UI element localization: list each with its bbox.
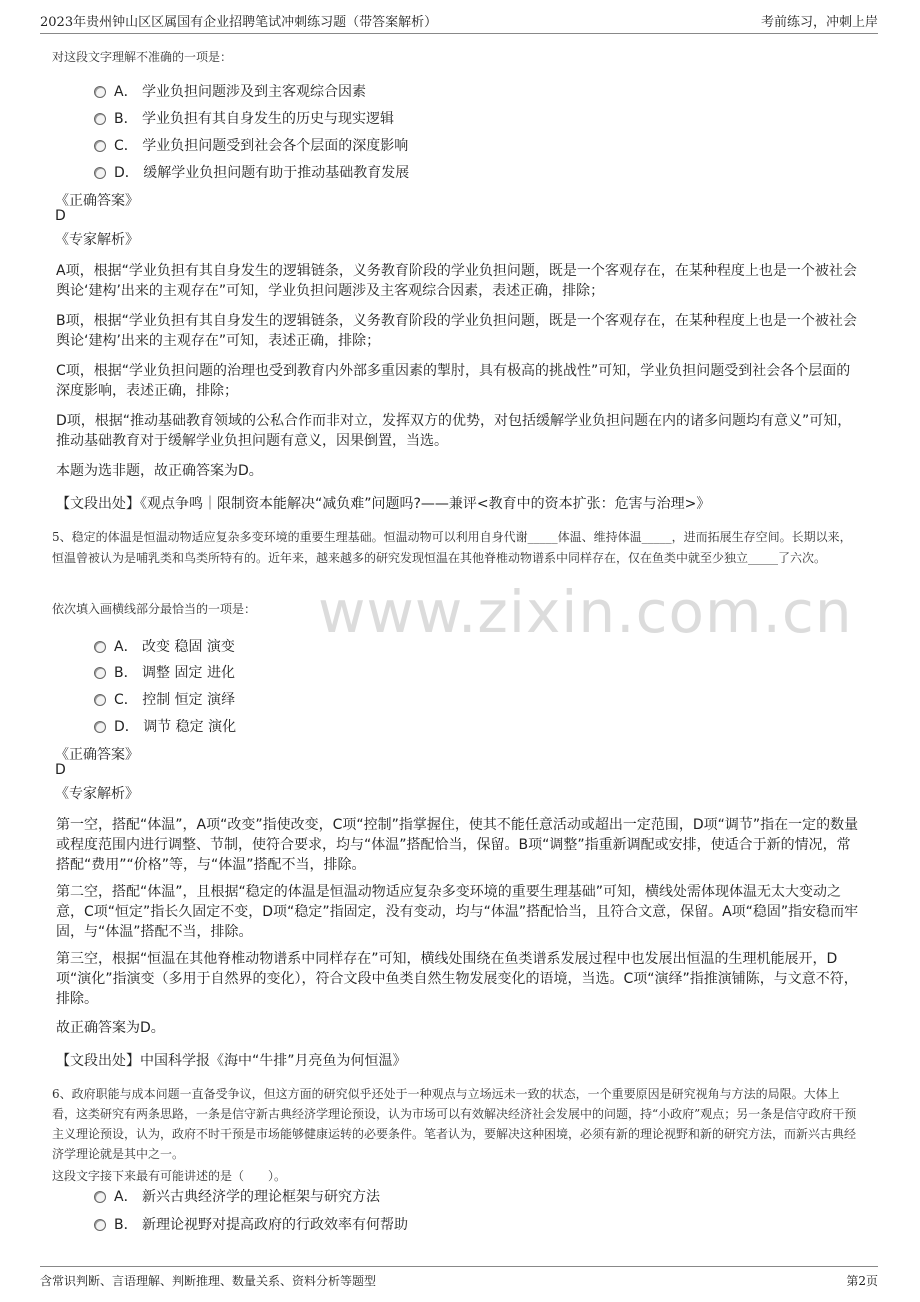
- q5-analysis-2: 第二空，搭配“体温”，且根据“稳定的体温是恒温动物适应复杂多变环境的重要生理基础”可知，横线处需体现体温无太大变动之意，C项“恒定”指长久固定不变，D项“稳定”指固定，没有变动，均与“体温”搭配恰当，且符合文意，保留。A项“稳固”指安稳而牢固，与“体温”搭配不当，排除。: [56, 884, 859, 940]
- radio-icon[interactable]: [94, 694, 106, 706]
- radio-icon[interactable]: [94, 667, 106, 679]
- footer-rule: [40, 1266, 878, 1267]
- q4-option-d[interactable]: D． 缓解学业负担问题有助于推动基础教育发展: [94, 162, 409, 182]
- q5-option-c[interactable]: C． 控制 恒定 演绎: [94, 689, 235, 709]
- q5-analysis-label: 《专家解析》: [55, 786, 139, 802]
- page-footer: [0, 1266, 920, 1302]
- doc-title: 2023年贵州钟山区区属国有企业招聘笔试冲刺练习题（带答案解析）: [40, 15, 438, 30]
- q4-option-b[interactable]: B． 学业负担有其自身发生的历史与现实逻辑: [94, 108, 394, 128]
- q4-stem: 对这段文字理解不准确的一项是：: [52, 50, 233, 64]
- q5-answer-label: 《正确答案》: [55, 747, 139, 763]
- q4-analysis-b: B项，根据“学业负担有其自身发生的逻辑链条，义务教育阶段的学业负担问题，既是一个客观存在，在某种程度上也是一个被社会舆论‘建构’出来的主观存在”可知，表述正确，排除；: [56, 313, 857, 349]
- q5-analysis-1: 第一空，搭配“体温”，A项“改变”指使改变，C项“控制”指掌握住，使其不能任意活动或超出一定范围，D项“调节”指在一定的数量或程度范围内进行调整、节制，使符合要求，均与“体温”搭配恰当，保留。B项“调整”指重新调配或安排，使适合于新的情况，常搭配“费用”“价格”等，与“体温”搭配不当，排除。: [56, 817, 859, 873]
- header-rule: [40, 33, 878, 34]
- header-slogan: 考前练习，冲刺上岸: [760, 15, 878, 30]
- q4-option-a[interactable]: A． 学业负担问题涉及到主客观综合因素: [94, 81, 366, 101]
- q6-option-b[interactable]: B． 新理论视野对提高政府的行政效率有何帮助: [94, 1214, 408, 1234]
- radio-icon[interactable]: [94, 113, 106, 125]
- q4-analysis-label: 《专家解析》: [55, 232, 139, 248]
- radio-icon[interactable]: [94, 140, 106, 152]
- q4-source: 【文段出处】《观点争鸣｜限制资本能解决“减负难”问题吗?——兼评<教育中的资本扩张：危害与治理>》: [56, 496, 711, 512]
- q4-analysis-d: D项，根据“推动基础教育领域的公私合作而非对立，发挥双方的优势，对包括缓解学业负担问题在内的诸多问题均有意义”可知，推动基础教育对于缓解学业负担问题有意义，因果倒置，当选。: [56, 413, 852, 449]
- q6-option-a[interactable]: A． 新兴古典经济学的理论框架与研究方法: [94, 1186, 380, 1206]
- q4-analysis-c: C项，根据“学业负担问题的治理也受到教育内外部多重因素的掣肘，具有极高的挑战性”可知，学业负担问题受到社会各个层面的深度影响，表述正确，排除；: [56, 363, 851, 399]
- q5-option-a[interactable]: A． 改变 稳固 演变: [94, 636, 235, 656]
- q5-analysis-3: 第三空，根据“恒温在其他脊椎动物谱系中同样存在”可知，横线处围绕在鱼类谱系发展过程中也发展出恒温的生理机能展开，D项“演化”指演变（多用于自然界的变化），符合文段中鱼类自然生物发展变化的语境，当选。C项“演绎”指推演铺陈，与文意不符，排除。: [56, 951, 858, 1007]
- q5-answer: D: [55, 762, 66, 778]
- q5-option-b[interactable]: B． 调整 固定 进化: [94, 662, 235, 682]
- page-number: 第2页: [846, 1274, 878, 1288]
- q4-answer-label: 《正确答案》: [55, 193, 139, 209]
- q4-analysis-a: A项，根据“学业负担有其自身发生的逻辑链条，义务教育阶段的学业负担问题，既是一个客观存在，在某种程度上也是一个被社会舆论‘建构’出来的主观存在”可知，学业负担问题涉及主客观综合因素，表述正确，排除；: [56, 263, 857, 299]
- q5-source: 【文段出处】中国科学报《海中“牛排”月亮鱼为何恒温》: [56, 1053, 407, 1069]
- radio-icon[interactable]: [94, 167, 106, 179]
- q5-ask: 依次填入画横线部分最恰当的一项是：: [52, 602, 257, 616]
- q6-stem: 6、政府职能与成本问题一直备受争议，但这方面的研究似乎还处于一种观点与立场远未一致的状态，一个重要原因是研究视角与方法的局限。大体上看，这类研究有两条思路，一条是信守新古典经济学理论预设，认为市场可以有效解决经济社会发展中的问题，持“小政府”观点；另一条是信守政府干预主义理论预设，认为，政府不时干预是市场能够健康运转的必要条件。笔者认为，要解决这种困境，必须有新的理论视野和新的研究方法，而新兴古典经济学理论就是其中之一。: [52, 1087, 857, 1161]
- q4-conclusion: 本题为选非题，故正确答案为D。: [56, 463, 263, 479]
- q4-option-c[interactable]: C． 学业负担问题受到社会各个层面的深度影响: [94, 135, 408, 155]
- q6-ask: 这段文字接下来最有可能讲述的是（ ）。: [52, 1169, 287, 1183]
- watermark: www.zixin.com.cn: [318, 578, 853, 646]
- q5-option-d[interactable]: D． 调节 稳定 演化: [94, 716, 236, 736]
- q5-stem: 5、稳定的体温是恒温动物适应复杂多变环境的重要生理基础。恒温动物可以利用自身代谢_____体温、维持体温_____，进而拓展生存空间。长期以来，恒温曾被认为是哺乳类和鸟类所特有的。近年来，越来越多的研究发现恒温在其他脊椎动物谱系中同样存在，仅在鱼类中就至少独立_____了六次。: [52, 530, 852, 565]
- footer-note: 含常识判断、言语理解、判断推理、数量关系、资料分析等题型: [40, 1274, 377, 1288]
- q4-answer: D: [55, 208, 66, 224]
- q5-conclusion: 故正确答案为D。: [56, 1020, 165, 1036]
- radio-icon[interactable]: [94, 1191, 106, 1203]
- page-header: [0, 0, 920, 34]
- radio-icon[interactable]: [94, 1219, 106, 1231]
- radio-icon[interactable]: [94, 86, 106, 98]
- radio-icon[interactable]: [94, 721, 106, 733]
- radio-icon[interactable]: [94, 641, 106, 653]
